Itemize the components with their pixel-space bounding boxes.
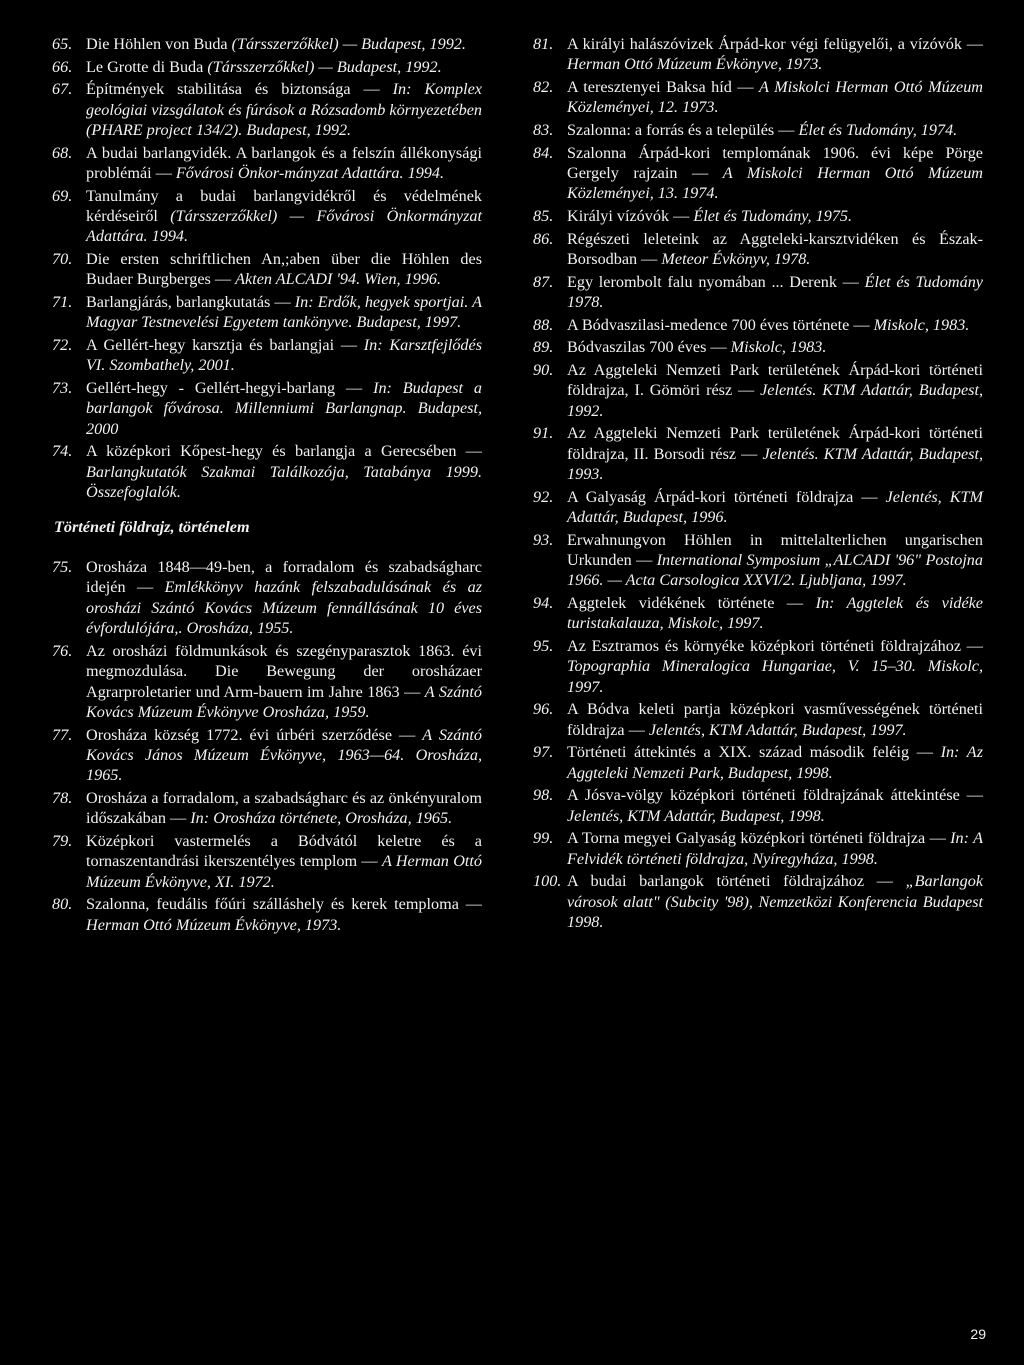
- bibliography-entry: [52, 788, 482, 829]
- entry-title: Szalonna, feudális főúri szálláshely és kerek temploma —: [86, 895, 482, 914]
- entry-title: Az Esztramos és környéke középkori történeti földrajzához —: [567, 637, 983, 655]
- bibliography-entry: [533, 785, 983, 826]
- bibliography-entry: [533, 337, 983, 357]
- entry-number: 69.: [52, 186, 73, 205]
- bibliography-entry: [533, 487, 983, 528]
- entry-number: 77.: [52, 725, 73, 744]
- entry-source: In: Erdők, hegyek sportjai. A Magyar Testnevelési Egyetem tankönyve. Budapest, 1997.: [86, 293, 482, 332]
- bibliography-entry: [533, 871, 983, 932]
- entry-source: „Barlangok városok alatt" (Subcity '98), Nemzetközi Konferencia Budapest 1998.: [567, 872, 983, 932]
- entry-number: 73.: [52, 379, 73, 397]
- bibliography-entry: [52, 378, 482, 439]
- entry-source: In: Aggtelek és vidéke turistakalauza, Miskolc, 1997.: [567, 594, 983, 633]
- entry-source: In: Budapest a barlangok fővárosa. Millenniumi Barlangnap. Budapest, 2000: [86, 379, 482, 438]
- entry-title: Orosháza 1848—49-ben, a forradalom és szabadságharc idején —: [86, 558, 482, 597]
- entry-title: A királyi halászóvizek Árpád-kor végi felügyelői, a vízóvók —: [567, 35, 983, 53]
- bibliography-entry: [52, 79, 482, 140]
- bibliography-entry: [52, 57, 482, 77]
- entry-title: Történeti áttekintés a XIX. század második feléig —: [567, 743, 941, 762]
- entry-source: Topographia Mineralogica Hungariae, V. 15–30. Miskolc, 1997.: [567, 657, 983, 696]
- entry-number: 100.: [533, 872, 562, 891]
- entry-source: A Szántó Kovács János Múzeum Évkönyve, 1963—64. Orosháza, 1965.: [86, 725, 482, 785]
- entry-title: Régészeti leleteink az Aggteleki-karsztvidéken és Észak-Borsodban —: [567, 229, 983, 268]
- bibliography-entry: [52, 335, 482, 376]
- entry-number: 81.: [533, 35, 554, 53]
- entry-title: A Jósva-völgy középkori történeti földrajzának áttekintése —: [567, 786, 983, 805]
- entry-source: Jelentés, KTM Adattár, Budapest, 1997.: [648, 720, 907, 739]
- entry-title: A budai barlangvidék. A barlangok és a felszín állékonysági problémái —: [86, 143, 482, 182]
- entry-title: Szalonna: a forrás és a település —: [567, 121, 799, 139]
- bibliography-entry: [533, 636, 983, 697]
- entry-source: Barlangkutatók Szakmai Találkozója, Tatabánya 1999. Összefoglalók.: [86, 462, 482, 502]
- entry-title: Középkori vastermelés a Bódvától keletre és a tornaszentandrási ikerszentélyes templom —: [86, 832, 482, 871]
- entry-number: 84.: [533, 143, 554, 162]
- entry-number: 89.: [533, 338, 554, 357]
- entry-source: Jelentés, KTM Adattár, Budapest, 1996.: [567, 487, 983, 526]
- entry-number: 75.: [52, 558, 73, 577]
- entry-source: Jelentés, KTM Adattár, Budapest, 1998.: [567, 806, 825, 825]
- entry-title: Orosháza község 1772. évi úrbéri szerződése —: [86, 725, 423, 744]
- entry-title: Die ersten schriftlichen An,;aben über die Höhlen des Budaer Burgberges —: [86, 250, 482, 289]
- entry-source: In: Karsztfejlődés VI. Szombathely, 2001.: [86, 336, 482, 375]
- bibliography-entry: [533, 229, 983, 270]
- bibliography-entry: [52, 186, 482, 247]
- entry-source: Akten ALCADI '94. Wien, 1996.: [235, 270, 442, 289]
- bibliography-entry: [533, 206, 983, 226]
- entry-title: Az Aggteleki Nemzeti Park területének Árpád-kori történeti földrajza, II. Borsodi rész —: [567, 424, 983, 463]
- entry-number: 88.: [533, 315, 554, 334]
- bibliography-entry: [533, 120, 983, 140]
- entry-source: In: Komplex geológiai vizsgálatok és fúrások a Rózsadomb környezetében (PHARE project 134/2). Budapest, 1992.: [86, 80, 482, 139]
- entry-number: 66.: [52, 57, 73, 76]
- entry-number: 65.: [52, 35, 73, 53]
- bibliography-entry: [52, 725, 482, 786]
- bibliography-entry: [533, 530, 983, 591]
- entry-title: Barlangjárás, barlangkutatás —: [86, 293, 295, 311]
- entry-title: Le Grotte di Buda: [86, 57, 208, 76]
- entry-source: (Társszerzőkkel) — Budapest, 1992.: [207, 57, 442, 76]
- entry-number: 74.: [52, 442, 73, 461]
- entry-number: 97.: [533, 743, 554, 762]
- bibliography-entry: [52, 894, 482, 935]
- bibliography-entry: [52, 143, 482, 184]
- entry-number: 91.: [533, 424, 554, 443]
- entry-title: Az Aggteleki Nemzeti Park területének Árpád-kori történeti földrajza, I. Gömöri rész —: [567, 360, 983, 400]
- entry-source: (Társszerzőkkel) — Budapest, 1992.: [231, 35, 466, 53]
- bibliography-entry: [52, 641, 482, 723]
- entry-number: 87.: [533, 272, 554, 291]
- page-number: 29: [970, 1326, 986, 1342]
- entry-title: Királyi vízóvók —: [567, 207, 694, 225]
- bibliography-entry: [52, 557, 482, 639]
- entry-source: Herman Ottó Múzeum Évkönyve, 1973.: [86, 915, 342, 934]
- entry-number: 95.: [533, 637, 554, 655]
- entry-title: Szalonna Árpád-kori templomának 1906. évi képe Pörge Gergely rajzain —: [567, 143, 983, 182]
- entry-number: 76.: [52, 641, 73, 660]
- bibliography-entry: [52, 34, 482, 54]
- section-title: Történeti földrajz, történelem: [54, 517, 250, 536]
- entry-source: Élet és Tudomány 1978.: [567, 272, 983, 311]
- entry-source: Jelentés. KTM Adattár, Budapest, 1992.: [567, 381, 984, 420]
- bibliography-entry: [533, 272, 983, 313]
- entry-title: A Gellért-hegy karsztja és barlangjai —: [86, 336, 364, 354]
- entry-source: Meteor Évkönyv, 1978.: [661, 250, 811, 268]
- entry-title: Aggtelek vidékének története —: [567, 594, 816, 612]
- entry-number: 83.: [533, 121, 554, 139]
- entry-source: Miskolc, 1983.: [873, 315, 970, 334]
- entry-title: Gellért-hegy - Gellért-hegyi-barlang —: [86, 379, 374, 397]
- entry-number: 99.: [533, 829, 554, 848]
- entry-number: 67.: [52, 80, 73, 99]
- entry-number: 70.: [52, 250, 73, 268]
- entry-number: 80.: [52, 895, 73, 914]
- entry-number: 98.: [533, 786, 554, 805]
- bibliography-entry: [533, 742, 983, 783]
- bibliography-entry: [533, 699, 983, 740]
- entry-number: 94.: [533, 594, 554, 612]
- entry-title: A Torna megyei Galyaság középkori történeti földrajza —: [567, 829, 951, 848]
- entry-source: A Miskolci Herman Ottó Múzeum Közleményei, 13. 1974.: [567, 164, 983, 203]
- entry-title: Építmények stabilitása és biztonsága —: [86, 80, 393, 99]
- entry-source: (Társszerzőkkel) — Fővárosi Önkormányzat Adattára. 1994.: [86, 207, 482, 246]
- entry-source: Élet és Tudomány, 1974.: [798, 121, 958, 139]
- entry-title: Tanulmány a budai barlangvidékről és védelmének kérdéseiről: [86, 186, 482, 225]
- entry-title: Erwahnungvon Höhlen in mittelalterlichen ungarischen Urkunden —: [567, 530, 983, 569]
- entry-title: Bódvaszilas 700 éves —: [567, 338, 731, 357]
- entry-title: A középkori Kőpest-hegy és barlangja a Gerecsében —: [86, 442, 482, 461]
- bibliography-entry: [52, 831, 482, 892]
- bibliography-entry: [533, 77, 983, 118]
- bibliography-entry: [52, 441, 482, 502]
- entry-number: 78.: [52, 789, 73, 808]
- entry-title: Die Höhlen von Buda: [86, 35, 232, 53]
- entry-number: 85.: [533, 207, 554, 225]
- bibliography-entry: [533, 360, 983, 421]
- entry-source: In: A Felvidék történeti földrajza, Nyíregyháza, 1998.: [567, 829, 983, 868]
- bibliography-entry: [52, 292, 482, 333]
- entry-number: 90.: [533, 360, 554, 379]
- entry-source: International Symposium „ALCADI '96" Postojna 1966. — Acta Carsologica XXVI/2. Ljubljana, 1997.: [567, 551, 983, 590]
- right-column: [533, 34, 983, 935]
- entry-title: Az orosházi földmunkások és szegényparasztok 1863. évi megmozdulása. Die Bewegung der orosházaer Agrarproletarier und Arm-bauern im Jahre 1863 —: [86, 641, 482, 701]
- entry-number: 93.: [533, 530, 554, 549]
- bibliography-entry: [533, 143, 983, 204]
- entry-source: Herman Ottó Múzeum Évkönyve, 1973.: [567, 55, 823, 74]
- entry-title: A Galyaság Árpád-kori történeti földrajza —: [567, 487, 886, 506]
- entry-number: 82.: [533, 78, 554, 96]
- entry-title: A budai barlangok történeti földrajzához —: [567, 872, 906, 891]
- entry-title: Orosháza a forradalom, a szabadságharc és az önkényuralom időszakában —: [86, 789, 482, 828]
- entry-title: A Bódvaszilasi-medence 700 éves története —: [567, 315, 874, 334]
- entry-source: Jelentés. KTM Adattár, Budapest, 1993.: [567, 444, 984, 483]
- entry-source: In: Orosháza története, Orosháza, 1965.: [190, 809, 453, 828]
- bibliography-entry: [533, 315, 983, 335]
- entry-source: Élet és Tudomány, 1975.: [693, 207, 853, 225]
- left-column: [52, 34, 482, 937]
- bibliography-entry: [533, 593, 983, 634]
- entry-source: A Herman Ottó Múzeum Évkönyve, XI. 1972.: [86, 852, 482, 891]
- bibliography-entry: [533, 423, 983, 484]
- entry-number: 71.: [52, 293, 73, 311]
- entry-source: A Miskolci Herman Ottó Múzeum Közleményei, 12. 1973.: [567, 78, 983, 117]
- entry-number: 86.: [533, 229, 554, 248]
- entry-number: 72.: [52, 336, 73, 354]
- entry-number: 96.: [533, 700, 554, 719]
- entry-source: Emlékkönyv hazánk felszabadulásának és az orosházi Szántó Kovács Múzeum fennállásának 10 éves évfordulójára,. Orosháza, 1955.: [86, 578, 482, 638]
- entry-source: Fővárosi Önkor-mányzat Adattára. 1994.: [175, 164, 445, 182]
- entry-number: 79.: [52, 832, 73, 851]
- bibliography-entry: [533, 828, 983, 869]
- entry-number: 92.: [533, 487, 554, 506]
- entry-title: A teresztenyei Baksa híd —: [567, 78, 759, 96]
- entry-source: A Szántó Kovács Múzeum Évkönyve Orosháza, 1959.: [86, 682, 482, 722]
- entry-number: 68.: [52, 143, 73, 162]
- entry-title: A Bódva keleti partja középkori vasművességének történeti földrajza —: [567, 700, 983, 739]
- bibliography-entry: [52, 249, 482, 290]
- entry-title: Egy lerombolt falu nyomában ... Derenk —: [567, 272, 865, 291]
- entry-source: In: Az Aggteleki Nemzeti Park, Budapest, 1998.: [567, 743, 983, 782]
- bibliography-entry: [533, 34, 983, 75]
- entry-source: Miskolc, 1983.: [730, 338, 827, 357]
